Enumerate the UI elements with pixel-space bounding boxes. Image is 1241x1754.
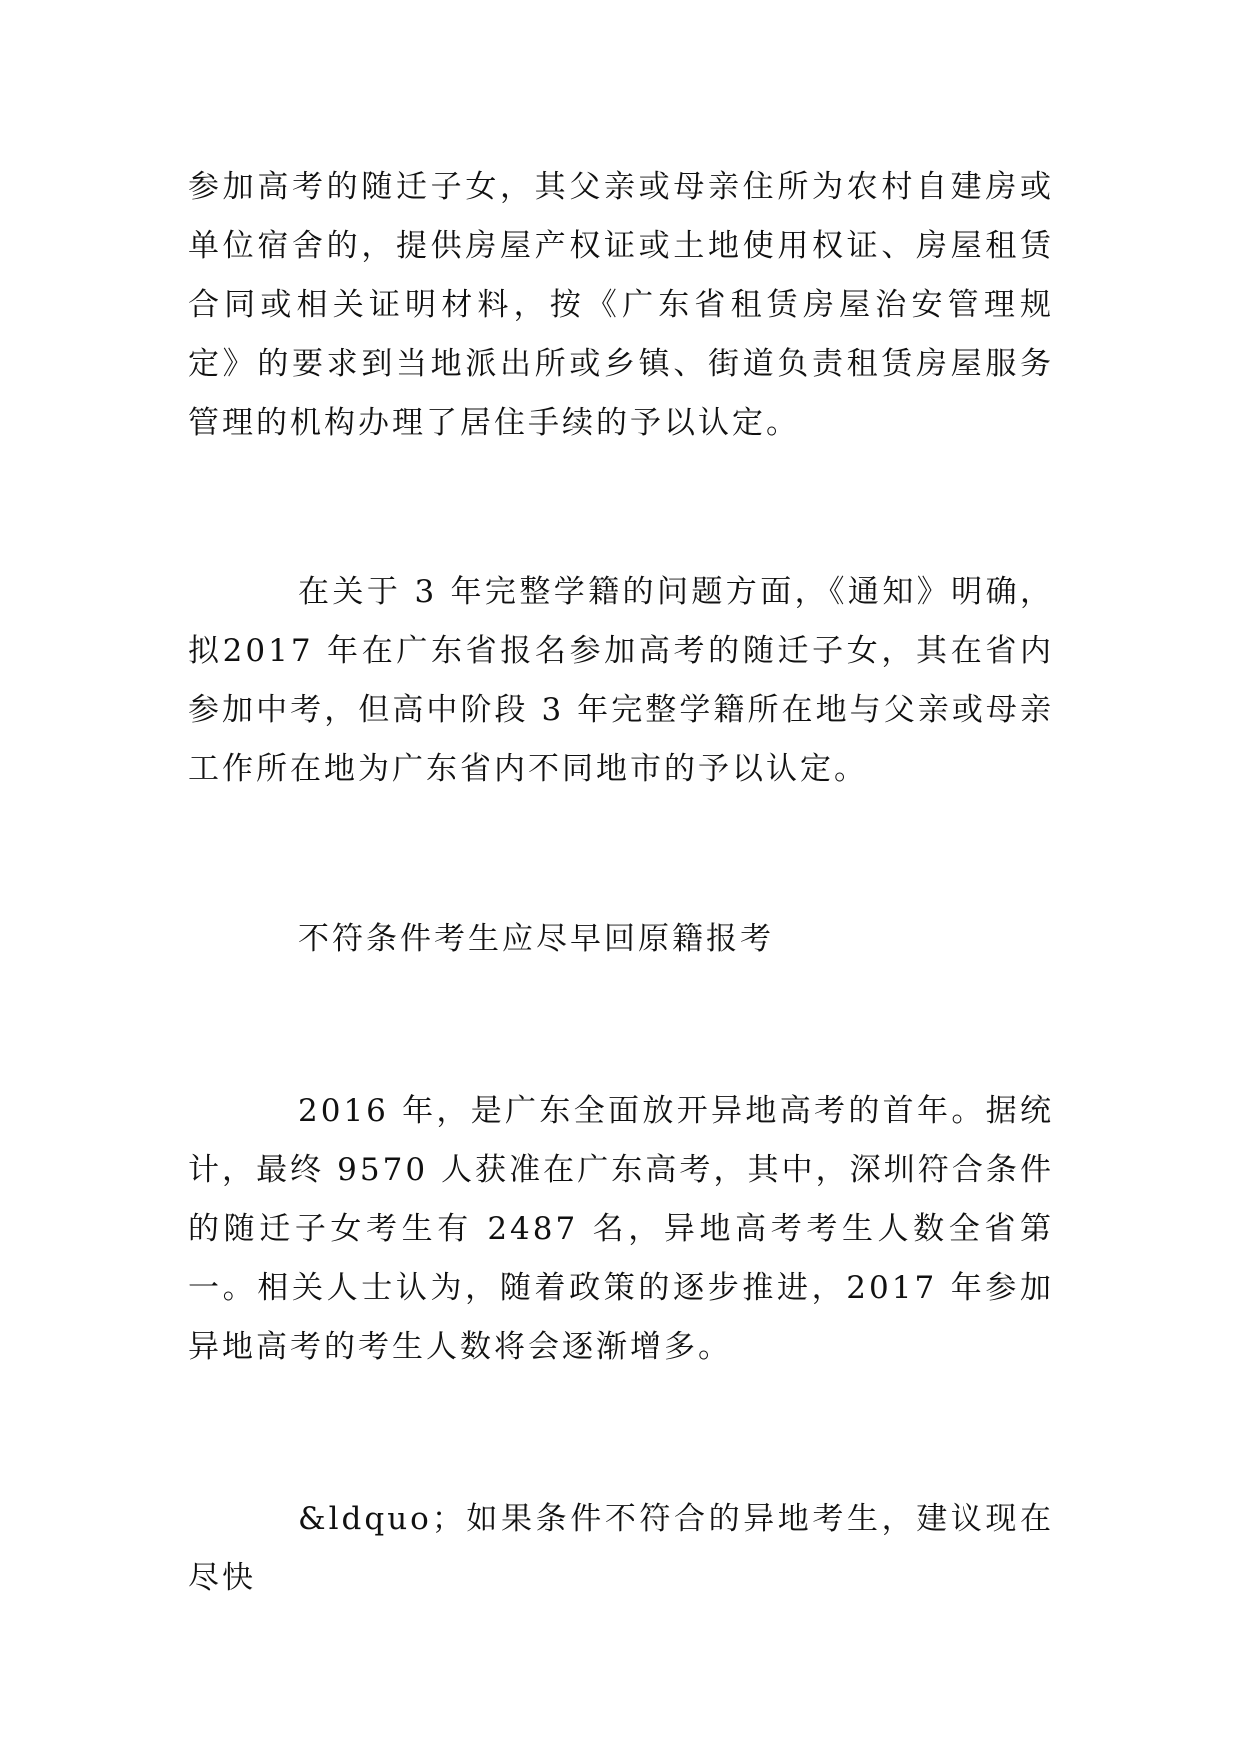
paragraph-quote: &ldquo；如果条件不符合的异地考生，建议现在尽快 <box>188 1501 1054 1596</box>
paragraph-school-registration: 在关于 3 年完整学籍的问题方面，《通知》明确，拟2017 年在广东省报名参加高考的随迁子女，其在省内参加中考，但高中阶段 3 年完整学籍所在地与父亲或母亲工作所在地为广东省内不同地市的予以认定。 <box>188 574 1054 787</box>
section-heading: 不符条件考生应尽早回原籍报考 <box>298 921 774 957</box>
paragraph-residence-requirement: 参加高考的随迁子女，其父亲或母亲住所为农村自建房或单位宿舍的，提供房屋产权证或土地使用权证、房屋租赁合同或相关证明材料，按《广东省租赁房屋治安管理规定》的要求到当地派出所或乡镇、街道负责租赁房屋服务管理的机构办理了居住手续的予以认定。 <box>188 169 1054 441</box>
paragraph-statistics: 2016 年，是广东全面放开异地高考的首年。据统计，最终 9570 人获准在广东高考，其中，深圳符合条件的随迁子女考生有 2487 名，异地高考考生人数全省第一。相关人士认为，随着政策的逐步推进，2017 年参加异地高考的考生人数将会逐渐增多。 <box>188 1093 1054 1365</box>
